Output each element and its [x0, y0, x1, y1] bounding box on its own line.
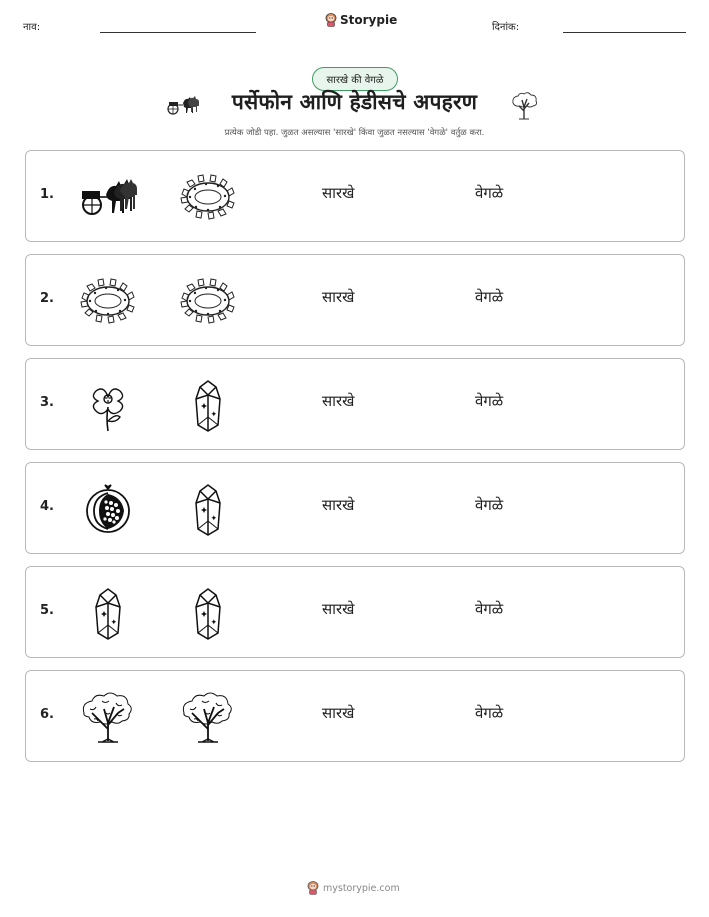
different-option[interactable]: वेगळे [475, 496, 504, 514]
same-option[interactable]: सारखे [322, 184, 355, 202]
crystal-icon [78, 585, 138, 641]
pair-row-4 [25, 462, 685, 554]
tree-icon [78, 689, 138, 745]
chariot-icon [78, 169, 138, 225]
row-number: 2. [40, 291, 54, 306]
flower-icon [78, 377, 138, 433]
same-option[interactable]: सारखे [322, 704, 355, 722]
date-line[interactable] [563, 32, 686, 33]
tree-icon [178, 689, 238, 745]
row-number: 5. [40, 603, 54, 618]
crystal-icon [178, 585, 238, 641]
row-number: 4. [40, 499, 54, 514]
worksheet-type-badge: सारखे की वेगळे [312, 67, 398, 91]
pair-row-5 [25, 566, 685, 658]
storypie-mascot-icon [307, 881, 319, 895]
same-option[interactable]: सारखे [322, 496, 355, 514]
name-label: नाव: [23, 22, 41, 33]
same-option[interactable]: सारखे [322, 392, 355, 410]
crystal-icon [178, 481, 238, 537]
different-option[interactable]: वेगळे [475, 704, 504, 722]
same-option[interactable]: सारखे [322, 600, 355, 618]
name-line[interactable] [100, 32, 256, 33]
pair-row-1 [25, 150, 685, 242]
row-number: 6. [40, 707, 54, 722]
brand-logo [325, 13, 397, 27]
pair-row-2 [25, 254, 685, 346]
worksheet-title: पर्सेफोन आणि हेडीसचे अपहरण [231, 90, 478, 114]
different-option[interactable]: वेगळे [475, 600, 504, 618]
brand-name: Storypie [340, 13, 398, 27]
footer [307, 881, 400, 895]
row-number: 3. [40, 395, 54, 410]
crystal-icon [178, 377, 238, 433]
pomegranate-icon [78, 481, 138, 537]
tree-icon [509, 91, 539, 121]
row-number: 1. [40, 187, 54, 202]
wreath-icon [178, 169, 238, 225]
pair-row-3 [25, 358, 685, 450]
different-option[interactable]: वेगळे [475, 184, 504, 202]
storypie-mascot-icon [325, 13, 337, 27]
pair-row-6 [25, 670, 685, 762]
wreath-icon [178, 273, 238, 329]
wreath-icon [78, 273, 138, 329]
date-label: दिनांक: [492, 22, 520, 33]
footer-url[interactable]: mystorypie.com [323, 882, 400, 894]
different-option[interactable]: वेगळे [475, 288, 504, 306]
same-option[interactable]: सारखे [322, 288, 355, 306]
instructions: प्रत्येक जोडी पहा. जुळत असल्यास 'सारखे' किंवा जुळत नसल्यास 'वेगळे' वर्तुळ करा. [224, 128, 485, 138]
different-option[interactable]: वेगळे [475, 392, 504, 410]
